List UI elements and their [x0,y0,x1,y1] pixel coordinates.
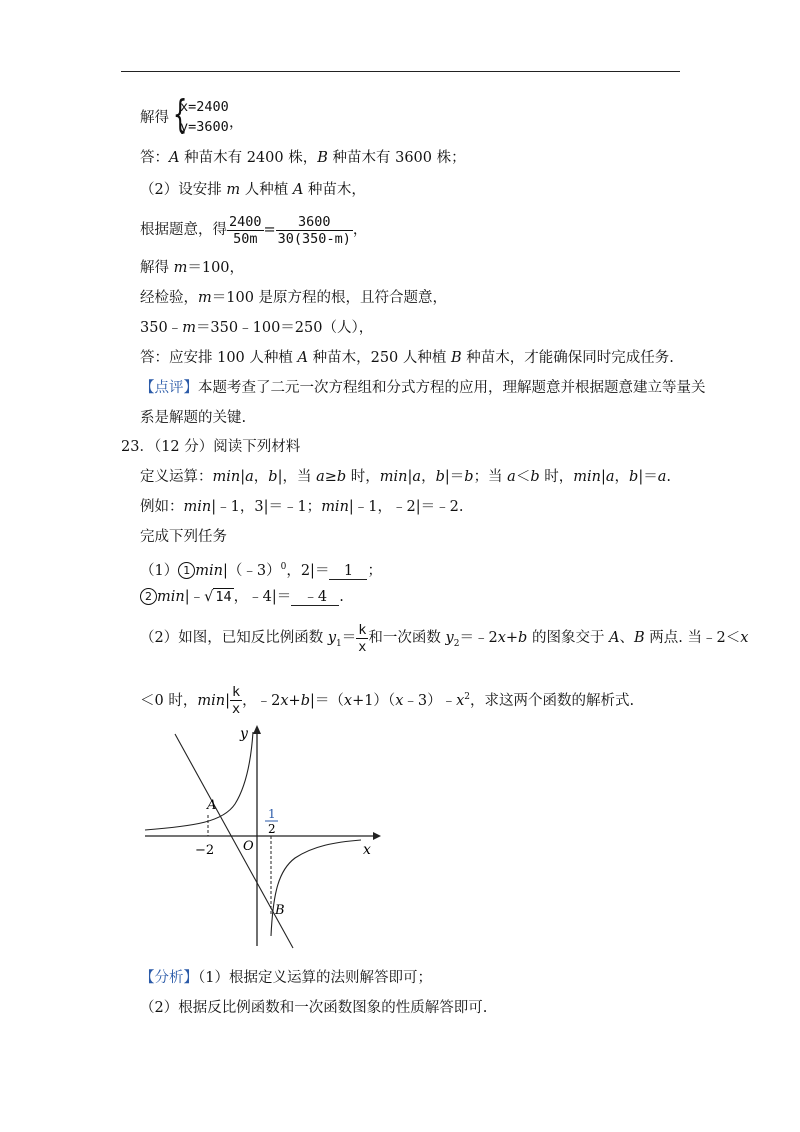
analysis-line-2: （2）根据反比例函数和一次函数图象的性质解答即可. [140,1000,488,1016]
fraction-rhs: $\frac{3600}{30(350-m)}$ [277,213,351,247]
origin-label: O [243,839,254,854]
circle-number-2: 2 [140,588,157,605]
header-rule [121,71,680,72]
task-1a: （1） 1 min|（﹣3）$^0$，2|＝ 1 ； [140,562,382,579]
hyperbola-right-branch [271,840,361,936]
analysis-line-1: 【分析】（1）根据定义运算的法则解答即可； [140,970,432,986]
part2-setup: （2）设安排 m 人种植 A 种苗木， [140,182,366,198]
answer-1: 答：A 种苗木有 2400 株，B 种苗木有 3600 株； [140,150,466,166]
check-line: 经检验，m＝100 是原方程的根，且符合题意， [140,290,448,306]
x-axis-arrow [373,832,381,840]
half-denominator: 2 [268,822,276,836]
y-axis-arrow [253,725,261,734]
answer-blank-2: ﹣4 [291,589,339,606]
x-axis-label: x [363,842,371,858]
sqrt-14: √ 14 [204,589,232,605]
fraction-k-over-x: $\frac{k}{x}$ [358,621,367,655]
system-brace: { [172,92,188,136]
solve-m: 解得 m＝100， [140,260,245,276]
neg-two-label: −2 [195,843,215,858]
example-line: 例如：min|﹣1，3|＝﹣1；min|﹣1，﹣2|＝﹣2. [140,499,464,515]
answer-blank-1: 1 [329,563,367,580]
circle-number-1: 1 [178,562,195,579]
task-2-line-1: （2）如图，已知反比例函数 $y_1=$ $\frac{k}{x}$ 和一次函数 $y_2=﹣2x+b$ 的图象交于 A、B 两点. 当﹣2＜x [140,621,749,655]
fraction-k-over-x-2: $\frac{k}{x}$ [231,684,241,718]
fraction-lhs: $\frac{2400}{50m}$ [229,213,262,247]
y-axis-label: y [240,726,248,742]
half-numerator: 1 [268,807,276,821]
analysis-tag: 【分析】 [140,970,198,986]
answer-2: 答：应安排 100 人种植 A 种苗木，250 人种植 B 种苗木，才能确保同时完成任务. [140,350,674,366]
comment-line-1: 【点评】本题考查了二元一次方程组和分式方程的应用，理解题意并根据题意建立等量关 [140,380,706,396]
system-eq1: x=2400 [180,99,229,115]
compute-line: 350﹣m＝350﹣100＝250（人）， [140,320,374,336]
comment-tag: 【点评】 [140,380,198,396]
comment-line-2: 系是解题的关键. [140,410,247,426]
question-23-header: 23．（12 分）阅读下列材料 [121,439,301,455]
function-graph [135,722,385,952]
system-eq2: y=3600 [180,119,229,135]
equation-line: 根据题意，得 $\frac{2400}{50m}$ = $\frac{3600}{30(350-m)}$ ， [140,213,368,247]
task-heading: 完成下列任务 [140,529,227,545]
point-A-label: A [207,798,217,813]
hyperbola-left-branch [145,732,253,830]
task-2-line-2: ＜0 时，min| $\frac{k}{x}$ ，$﹣2x+b|=(x+1)(x﹣3)﹣x^2$，求这两个函数的解析式. [140,684,635,718]
point-B-label: B [275,903,285,918]
task-1b: 2 min|﹣√ 14 ，﹣4|＝ ﹣4 . [140,587,344,607]
system-suffix: ， [229,115,244,131]
definition-line: 定义运算：min|a，b|，当 a≥b 时，min|a，b|＝b；当 a＜b 时，min|a，b|＝a. [140,469,671,485]
solution-system: 解得 [140,110,169,126]
